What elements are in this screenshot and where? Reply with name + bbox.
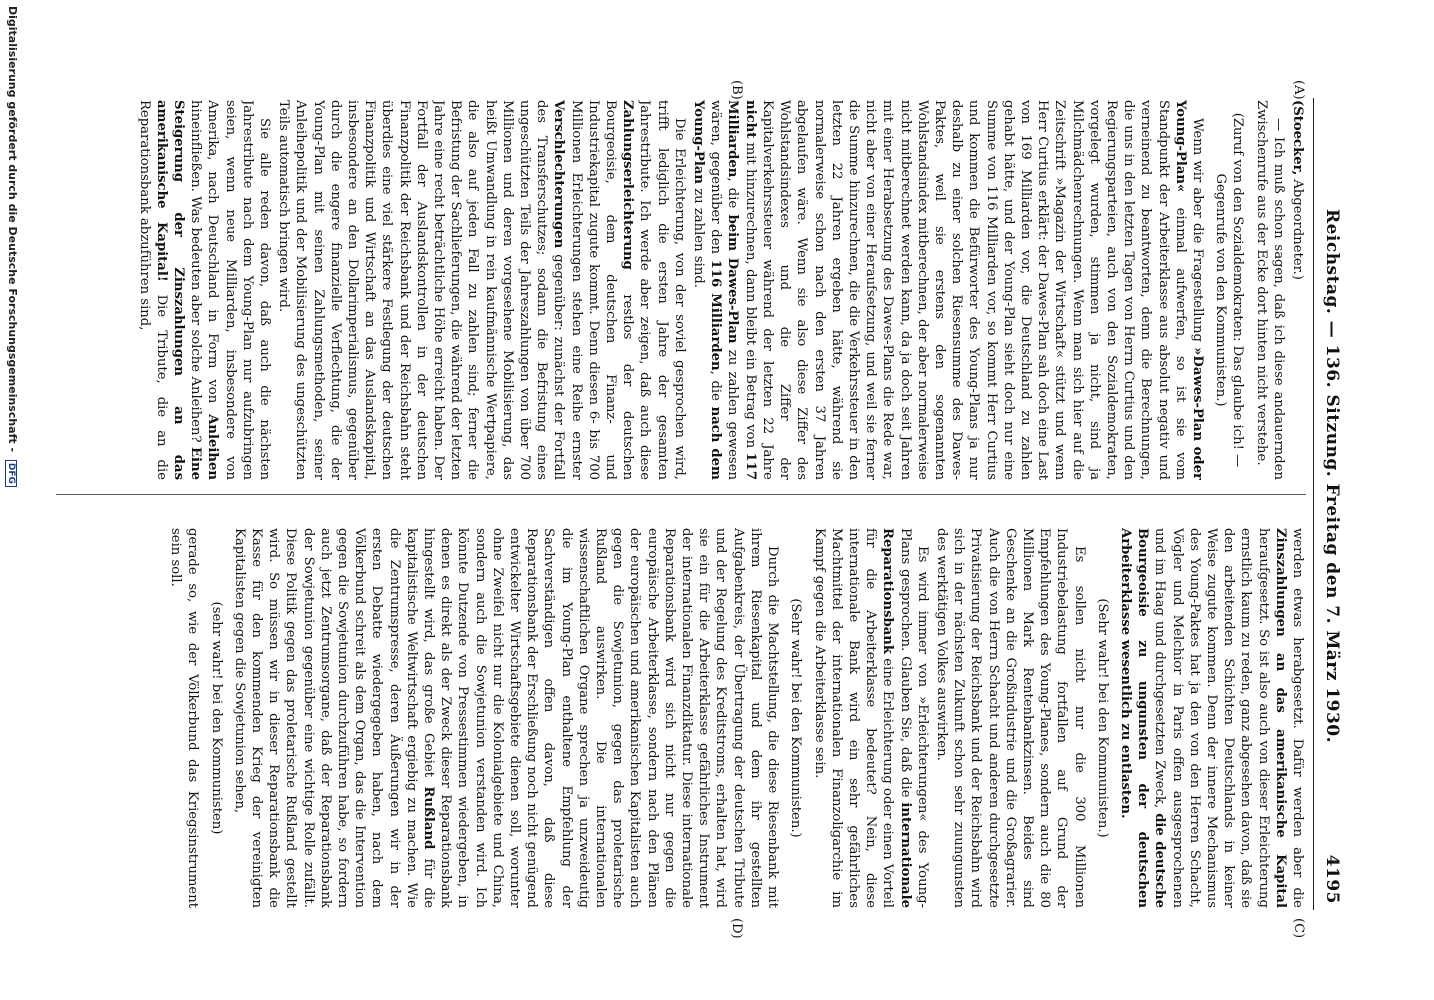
digitization-footer [5,6,19,806]
emphasis: nach dem Young-Plan [691,100,724,480]
footer-text: Digitalisierung gefördert durch die Deutsche Forschungsgemeinschaft - [6,6,19,453]
text-run: Wenn wir aber die Fragestellung [1189,118,1205,348]
speaker-role: Abgeordneter.) [1290,175,1305,280]
text-run: gegenüber: zunächst der Fortfall des Transferschutzes; sodann die Befristung eines ungeschützten Teils der Jahreszahlungen von über 700 Millionen und deren vorgesehene Mobilisierung, das heißt Umwandlung in rein kaufmännische Wertpapiere, die also auf jeden Fall zu zahlen sind; ferner die Befristung der Sachlieferungen, die während der letzten Jahre eine recht beträchtliche Höhe erreicht haben. Der Fortfall der Auslandskontrollen in der deutschen Finanzpolitik der Reichsbank und der Reichsbahn steht überdies eine viel stärkere Festlegung der deutschen Finanzpolitik und Wirtschaft an das Auslandskapital, insbesondere an den Dollarimperialismus, gegenüber durch die engere finanzielle Verflechtung, die der Young-Plan mit seinen Zahlungsmethoden, seiner Anleihepolitik und der Mobilisierung des ungeschützten Teils automatisch bringen wird. [276,100,567,480]
emphasis: Zahlungserleichterung [620,100,636,270]
emphasis: die deutsche Bourgeoisie zu ungunsten der deutschen Arbeiterklasse wesentlich zu entlasten. [1117,528,1168,908]
emphasis: Zinszahlungen an das amerikanische Kapital [1272,528,1288,908]
text-run: zu zahlen sind. [691,184,707,288]
text-run: Sie alle reden davon, daß auch die nächsten Jahrestribute nach dem Young-Plan nur aufzubringen seien, wenn neue Milliarden, insbesondere von Amerika, nach Deutschland in Form von [205,100,273,480]
text-run: , die [725,177,741,215]
text-run: hineinfließen. Was bedeuten aber solche Anleihen? [188,100,204,447]
text-run: eine Erleichterung oder einen Vorteil für die Arbeiterklasse bedeutet? Nein, diese internationale Bank wird ein sehr gefährliches Machtmittel der internationalen Finanzoligarchie im Kampf gegen die Arbeiterklasse sein. [811,528,896,908]
text-run: Durch die Machtstellung, die diese Riesenbank mit ihrem Riesenkapital und dem ihr gestellten Aufgabenkreis, der Übertragung der deutschen Tribute und der Regelung des Kreditstroms, erhalten hat, wird sie ein für die Arbeiterklasse gefährliches Instrument der internationalen Finanzdiktatur. Diese internationale Reparationsbank wird sich nicht nur gegen die europäische Arbeiterklasse, sondern nach den Plänen der europäischen und amerikanischen Kapitalisten auch gegen die Sowjetunion, gegen das proletarische Rußland auswirken. Die internationalen wissenschaftlichen Organe sprechen ja unzweideutig die im Young-Plan enthaltene Empfehlung der Sachverständigen offen davon, daß diese Reparationsbank der Erschließung noch nicht genügend entwickelter Wirtschaftsgebiete dienen soll, worunter ohne Zweifel nicht nur die Kolonialgebiete und China, sondern auch die Sowjetunion verstanden wird. Ich könnte Dutzende von Pressestimmen wiedergeben, in denen es direkt als der Zweck dieser Reparationsbank hingestellt wird, das große Gebiet [421,528,781,908]
paragraph: Es sollen nicht nur die 300 Millionen Industriebelastung fortfallen auf Grund der Empfehlungen des Young-Planes, sondern auch die 80 Millionen Mark Rentenbankzinsen. Beides sind Geschenke an die Großindustrie und die Großagrarier. Auch die von Herrn Schacht und anderen durchgesetzte Privatisierung der Reichsbank und der Reichsbahn wird sich in der nächsten Zukunft schon sehr zuungunsten des werktätigen Volkes auswirken. [933,528,1087,908]
page-header [1313,98,1342,910]
text-run: mit hinzurechnen, dann bleibt ein Betrag von [742,138,758,453]
paragraph [275,100,688,480]
paragraph [1117,528,1306,908]
paragraph [810,528,930,908]
speaker-line [1289,100,1306,480]
margin-marker-b: (B) [729,80,744,100]
right-column [56,528,1306,908]
speaker-name: (Stoecker, [1290,100,1305,176]
paragraph: gerade so, wie der Völkerbund das Kriegsinstrument sein soll. [168,528,201,908]
text-run: Die Tribute, die an die Reparationsbank abzuführen sind, [136,100,169,480]
emphasis: nicht [742,100,758,139]
interjection: (Zuruf von den Sozialdemokraten: Das glaube ich! — Gegenrufe von den Kommunisten.) [1213,112,1246,468]
text-run: werden etwas herabgesetzt. Dafür werden aber die [1290,528,1305,908]
emphasis: Rußland [421,786,437,850]
running-title: Reichstag. — 136. Sitzung. Freitag den 7. März 1930. [1322,208,1342,744]
interjection: (Sehr wahr! bei den Kommunisten.) [788,598,804,838]
margin-marker-c: (C) [1291,918,1306,939]
paragraph [135,100,273,480]
interjection: (sehr wahr! bei den Kommunisten) [208,601,224,835]
emphasis: 117 Milliarden [725,100,758,480]
dfg-logo: DFG [5,460,17,487]
text-run: Es wird immer von »Erleichterungen« des Young-Plans gesprochen. Glauben Sie, daß die [897,528,930,908]
emphasis: internationale Reparationsbank [880,528,913,908]
text-run: für die kapitalistische Weltwirtschaft ergiebig zu machen. Wie die Zentrumspresse, deren Äußerungen wir in der ersten Debatte wiedergegeben haben, nach dem Völkerbund schreit als dem Organ, das die Intervention gegen die Sowjetunion durchzuführen habe, so fordern auch jetzt Zentrumsorgane, daß der Reparationsbank der Sowjetunion gegenüber eine wichtige Rolle zufällt. Diese Politik gegen das proletarische Rußland gestellt wird. So müssen wir in dieser Reparationsbank die Kasse für den kommenden Krieg der vereinigten Kapitalisten gegen die Sowjetunion sehen, [231,528,437,908]
emphasis: Anleihen [205,414,221,480]
text-run: zu zahlen gewesen wären, gegenüber den [708,100,741,480]
paragraph: — Ich muß schon sagen, daß ich diese andauernden Zwischenrufe aus der Ecke dort hinten nicht verstehe. [1253,100,1286,480]
left-column [56,100,1306,480]
text-run: restlos der deutschen Bourgeoisie, dem deutschen Finanz- und Industriekapital zugute kommt. Denn diesen 6- bis 700 Millionen Erleichterungen stehen eine Reihe ernster [568,100,636,480]
emphasis: »Dawes-Plan oder Young-Plan« [1172,100,1205,480]
text-run: Die Erleichterung, von der soviel gesprochen wird, trifft lediglich die ersten Jahre der gesamten Jahrestribute. Ich werde aber zeigen, daß auch diese [637,100,687,480]
interjection: (Sehr wahr! bei den Kommunisten.) [1094,598,1110,838]
margin-marker-d: (D) [729,918,744,939]
margin-marker-a: (A) [1291,80,1306,100]
page-number: 4195 [1322,854,1342,904]
emphasis: 116 Milliarden [708,259,724,371]
paragraph [231,528,782,908]
text-run: einmal aufwerfen, so ist sie vom Standpunkt der Arbeiterklasse aus absolut negativ und verneinend zu beantworten, denn die Berechnungen, die uns in den letzten Tagen von Herrn Curtius und den Regierungsparteien, auch von den Sozialdemokraten, vorgelegt wurden, stimmen ja nicht, sind ja Milchmädchenrechnungen. Wenn man sich hier auf die Zeitschrift »Magazin der Wirtschaft« stützt und wenn Herr Curtius erklärt: der Dawes-Plan sah doch eine Last von 169 Milliarden vor, die Deutschland zu zahlen gehabt hätte, und der Young-Plan sieht doch nur eine Summe von 116 Milliarden vor, so kommt Herr Curtius und kommen die Befürworter des Young-Plans ja nur deshalb zu einer solchen Riesensumme des Dawes-Paktes, weil sie erstens den sogenannten Wohlstandsindex mitberechnen, der aber normalerweise nicht mitberechnet werden kann, da ja doch seit Jahren mit einer Herabsetzung des Dawes-Plans die Rede war, nicht aber von einer Heraufsetzung, und weil sie ferner die Summe hinzurechnen, die die Verkehrssteuer in den letzten 22 Jahren ergeben hätte, während sie normalerweise schon nach den ersten 37 Jahren abgelaufen wäre. Wenn sie also diese Ziffer des Wohlstandsindexes und die Ziffer der Kapitalverkehrssteuer während der letzten 22 Jahre [759,100,1188,480]
paragraph [690,100,1206,480]
emphasis: Eine Steigerung der Zinszahlungen an das amerikanische Kapital! [153,100,204,480]
text-run: heraufgesetzt. So ist also auch von dieser Erleichterung ernstlich kaum zu reden, ganz abgesehen davon, daß sie den arbeitenden Schichten Deutschlands in keiner Weise zugute kommen. Denn der innere Mechanismus des Young-Paktes hat ja den von den Herren Schacht, Vögler und Melchior in Paris offen ausgesprochenen und im Haag und durchgesetzten Zweck, [1152,528,1271,908]
column-divider [56,494,1306,495]
text-run: , die [708,370,724,407]
emphasis: beim Dawes-Plan [725,214,741,344]
emphasis: Verschlechterungen [551,100,567,249]
